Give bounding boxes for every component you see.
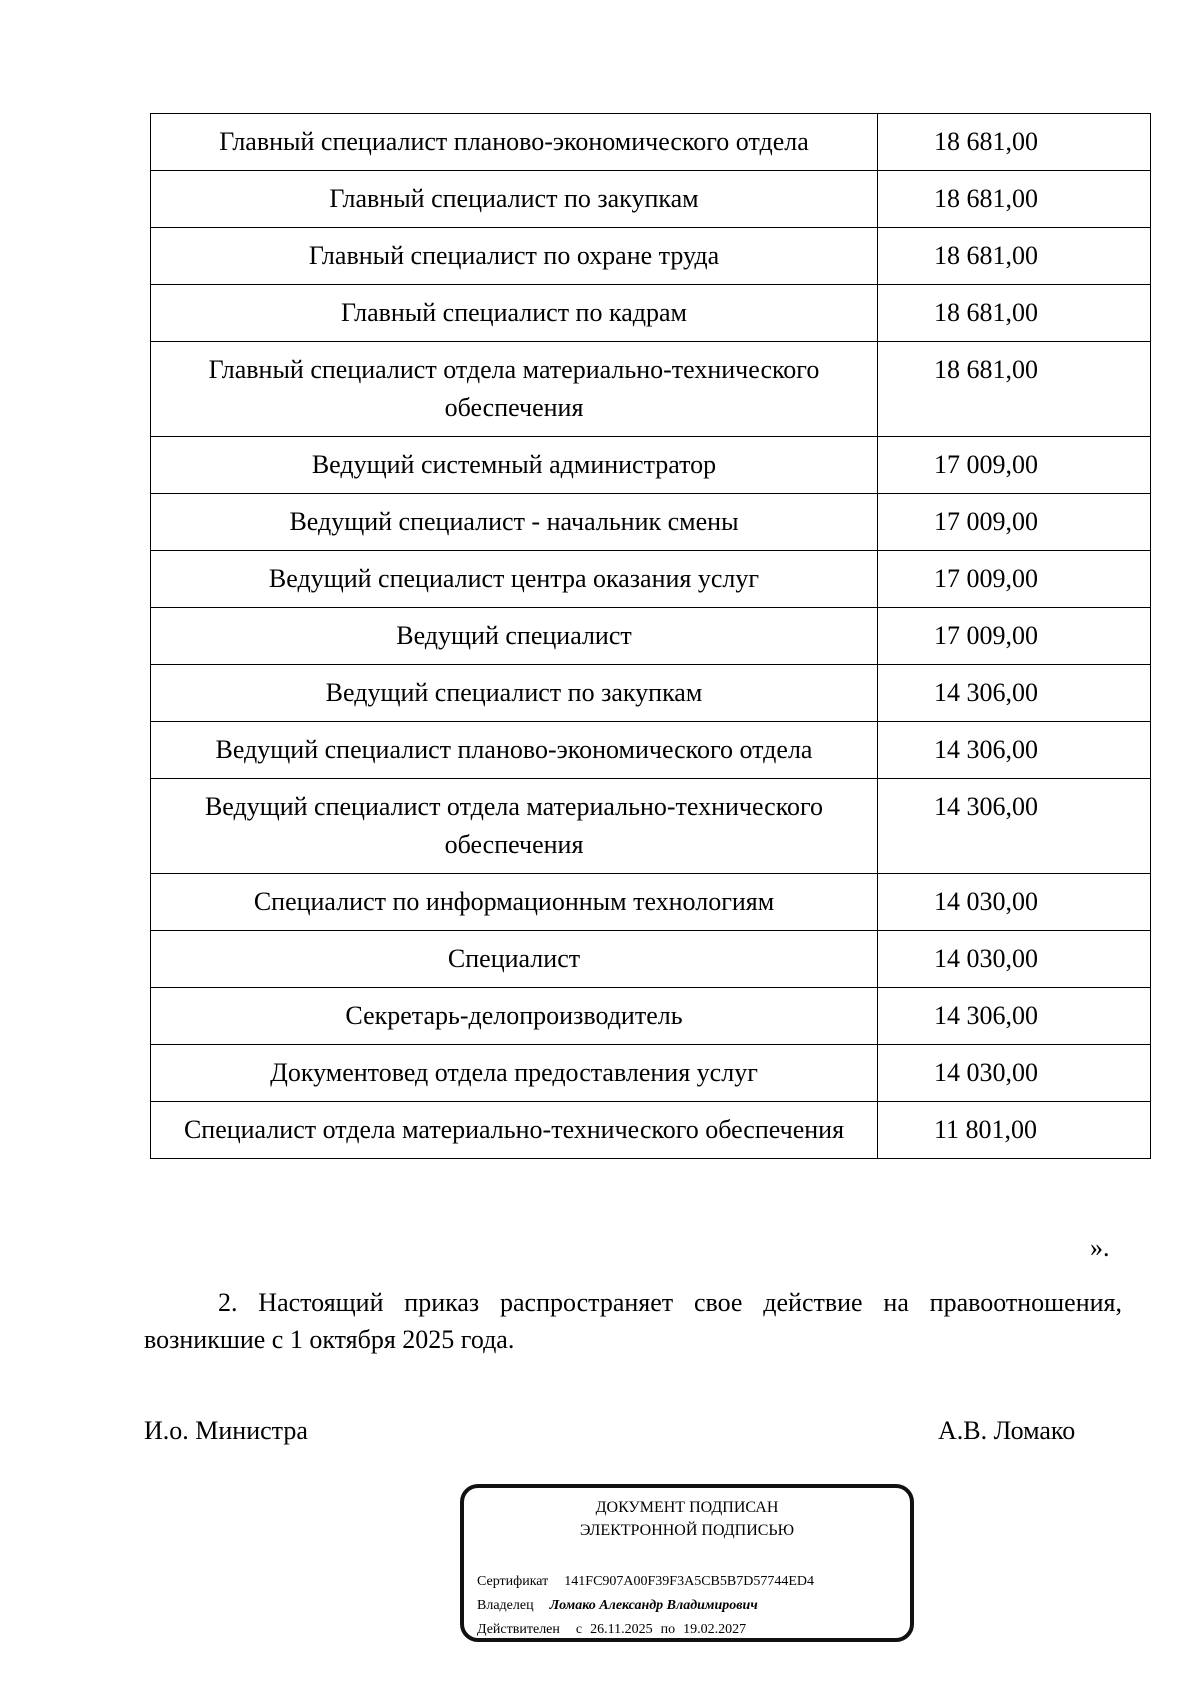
- stamp-owner-row: [477, 1596, 758, 1616]
- electronic-signature-stamp: [460, 1484, 914, 1642]
- position-cell: Специалист по информационным технологиям: [151, 874, 878, 931]
- closing-quote: ».: [1090, 1233, 1110, 1262]
- amount-cell: 18 681,00: [878, 285, 1151, 342]
- position-cell: Документовед отдела предоставления услуг: [151, 1045, 878, 1102]
- table-row: [151, 722, 1151, 779]
- position-cell: Главный специалист планово-экономического отдела: [151, 114, 878, 171]
- table-row: [151, 342, 1151, 437]
- amount-cell: 17 009,00: [878, 608, 1151, 665]
- table-row: [151, 779, 1151, 874]
- signatory-title: И.о. Министра: [144, 1416, 308, 1445]
- amount-cell: 11 801,00: [878, 1102, 1151, 1159]
- position-cell: Главный специалист по закупкам: [151, 171, 878, 228]
- position-cell: Главный специалист по кадрам: [151, 285, 878, 342]
- stamp-valid-to: 19.02.2027: [683, 1622, 747, 1637]
- amount-cell: 17 009,00: [878, 551, 1151, 608]
- position-cell: Ведущий специалист по закупкам: [151, 665, 878, 722]
- stamp-owner-label: Владелец: [477, 1598, 534, 1613]
- salary-table-body: [151, 114, 1151, 1159]
- table-row: [151, 874, 1151, 931]
- table-row: [151, 1045, 1151, 1102]
- table-row: [151, 437, 1151, 494]
- table-row: [151, 608, 1151, 665]
- amount-cell: 14 306,00: [878, 988, 1151, 1045]
- position-cell: Ведущий специалист отдела материально-технического обеспечения: [151, 779, 878, 874]
- amount-cell: 14 030,00: [878, 874, 1151, 931]
- table-row: [151, 931, 1151, 988]
- paragraph-2: 2. Настоящий приказ распространяет свое действие на правоотношения, возникшие с 1 октября 2025 года.: [144, 1288, 1122, 1354]
- stamp-owner-value: Ломако Александр Владимирович: [549, 1598, 758, 1613]
- amount-cell: 14 030,00: [878, 931, 1151, 988]
- salary-table: [150, 113, 1151, 1159]
- position-cell: Главный специалист по охране труда: [151, 228, 878, 285]
- position-cell: Специалист: [151, 931, 878, 988]
- amount-cell: 18 681,00: [878, 228, 1151, 285]
- amount-cell: 14 306,00: [878, 779, 1151, 874]
- position-cell: Ведущий специалист планово-экономического отдела: [151, 722, 878, 779]
- stamp-title: [464, 1496, 910, 1542]
- table-row: [151, 114, 1151, 171]
- stamp-certificate-value: 141FC907A00F39F3A5CB5B7D57744ED4: [564, 1574, 814, 1589]
- table-row: [151, 665, 1151, 722]
- amount-cell: 14 306,00: [878, 722, 1151, 779]
- amount-cell: 17 009,00: [878, 437, 1151, 494]
- amount-cell: 14 030,00: [878, 1045, 1151, 1102]
- table-row: [151, 988, 1151, 1045]
- table-row: [151, 228, 1151, 285]
- table-row: [151, 1102, 1151, 1159]
- stamp-valid-to-prefix: по: [660, 1622, 676, 1637]
- amount-cell: 18 681,00: [878, 171, 1151, 228]
- table-row: [151, 171, 1151, 228]
- stamp-valid-from-prefix: с: [575, 1622, 583, 1637]
- stamp-valid-from: 26.11.2025: [590, 1622, 653, 1637]
- stamp-certificate-row: [477, 1572, 814, 1592]
- amount-cell: 17 009,00: [878, 494, 1151, 551]
- stamp-certificate-label: Сертификат: [477, 1574, 549, 1589]
- stamp-title-line-2: ЭЛЕКТРОННОЙ ПОДПИСЬЮ: [579, 1522, 795, 1539]
- position-cell: Специалист отдела материально-технического обеспечения: [151, 1102, 878, 1159]
- position-cell: Главный специалист отдела материально-технического обеспечения: [151, 342, 878, 437]
- amount-cell: 18 681,00: [878, 342, 1151, 437]
- position-cell: Секретарь-делопроизводитель: [151, 988, 878, 1045]
- position-cell: Ведущий специалист центра оказания услуг: [151, 551, 878, 608]
- amount-cell: 14 306,00: [878, 665, 1151, 722]
- stamp-title-line-1: ДОКУМЕНТ ПОДПИСАН: [595, 1499, 779, 1516]
- position-cell: Ведущий специалист - начальник смены: [151, 494, 878, 551]
- table-row: [151, 494, 1151, 551]
- table-row: [151, 551, 1151, 608]
- amount-cell: 18 681,00: [878, 114, 1151, 171]
- position-cell: Ведущий специалист: [151, 608, 878, 665]
- position-cell: Ведущий системный администратор: [151, 437, 878, 494]
- table-row: [151, 285, 1151, 342]
- signatory-name: А.В. Ломако: [938, 1416, 1076, 1445]
- stamp-valid-row: [477, 1620, 746, 1640]
- stamp-valid-label: Действителен: [477, 1622, 560, 1637]
